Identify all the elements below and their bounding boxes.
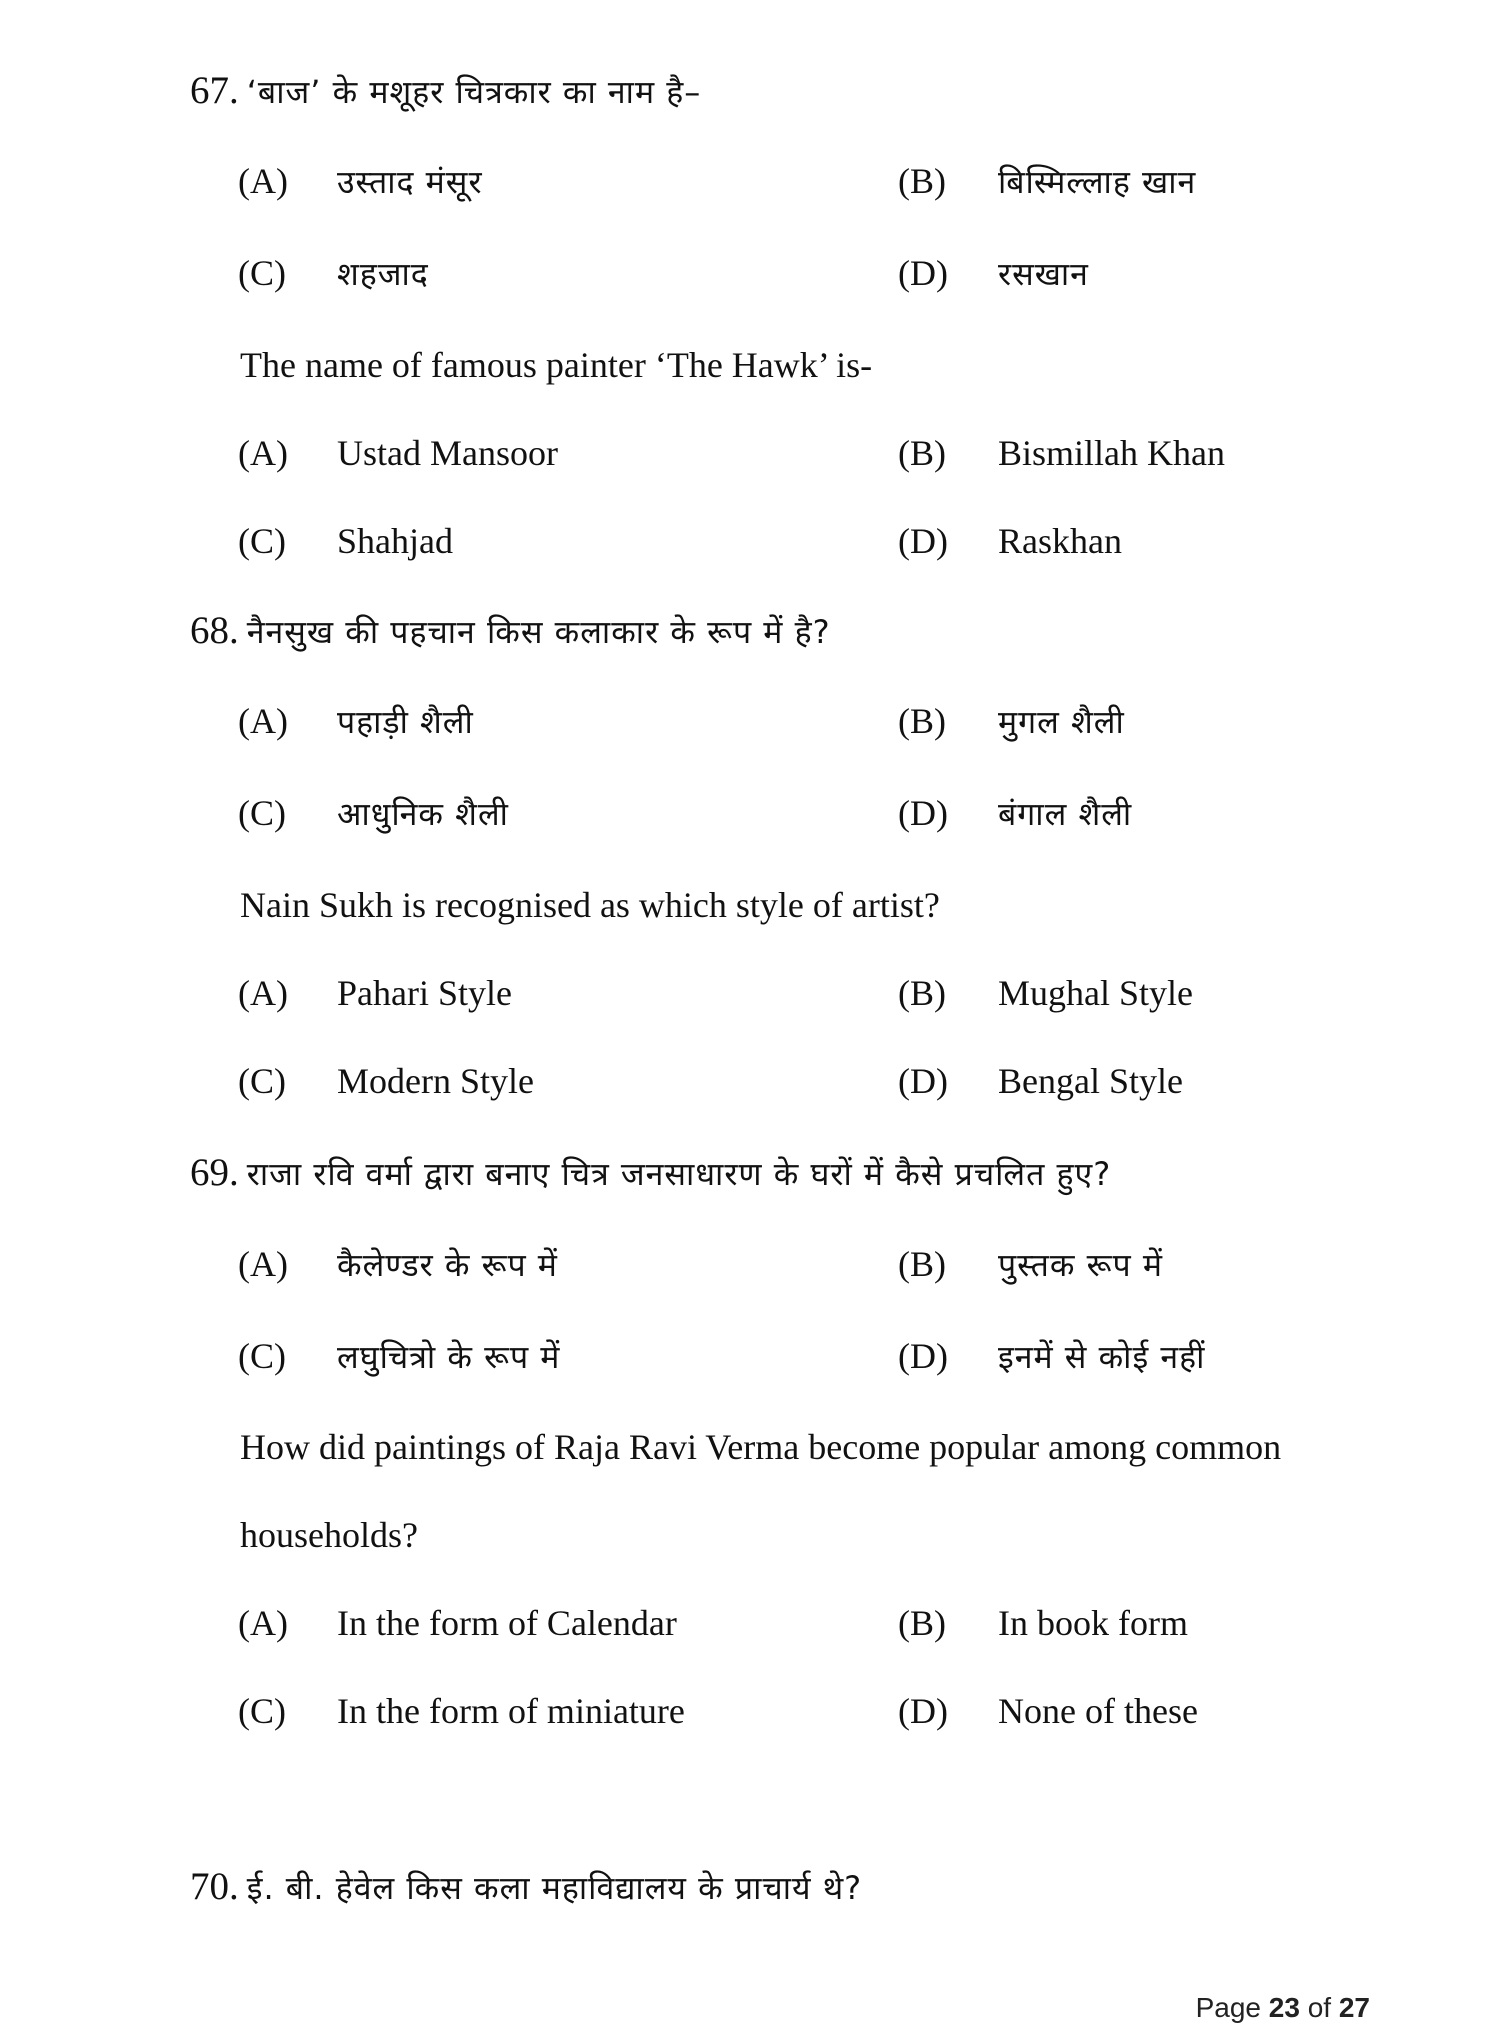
question-70-hindi (190, 1864, 862, 1909)
option-text: शहजाद (337, 255, 429, 293)
option-letter: (D) (898, 1336, 948, 1376)
option-letter: (B) (898, 161, 946, 201)
option-letter: (A) (238, 701, 288, 741)
option-text: लघुचित्रो के रूप में (337, 1338, 561, 1376)
option-letter: (D) (898, 253, 948, 293)
option-text: मुगल शैली (998, 703, 1125, 741)
option-letter: (B) (898, 433, 946, 473)
question-text: नैनसुख की पहचान किस कलाकार के रूप में है? (246, 613, 831, 651)
question-text: ई. बी. हेवेल किस कला महाविद्यालय के प्राचार्य थे? (246, 1869, 863, 1907)
page-of-label: of (1307, 1992, 1332, 2023)
option-text: Bengal Style (998, 1061, 1183, 1101)
option-letter: (A) (238, 973, 288, 1013)
option-letter: (A) (238, 433, 288, 473)
option-text: Modern Style (337, 1061, 534, 1101)
option-text: बंगाल शैली (998, 795, 1133, 833)
question-67-hindi (190, 68, 701, 113)
option-letter: (B) (898, 701, 946, 741)
option-letter: (B) (898, 973, 946, 1013)
option-letter: (C) (238, 1061, 286, 1101)
option-letter: (D) (898, 521, 948, 561)
option-text: In the form of miniature (337, 1691, 685, 1731)
question-68-english: Nain Sukh is recognised as which style of artist? (240, 885, 940, 925)
option-letter: (C) (238, 521, 286, 561)
page-total: 27 (1338, 1992, 1370, 2023)
question-text: ‘बाज’ के मशूहर चित्रकार का नाम है– (246, 73, 702, 111)
option-text: In the form of Calendar (337, 1603, 677, 1643)
option-text: उस्ताद मंसूर (337, 163, 483, 201)
question-69-english-line1: How did paintings of Raja Ravi Verma become popular among common (240, 1427, 1282, 1467)
question-number: 70. (190, 1865, 239, 1908)
option-text: आधुनिक शैली (337, 795, 509, 833)
question-68-hindi (190, 608, 831, 653)
option-text: Pahari Style (337, 973, 512, 1013)
option-letter: (C) (238, 253, 286, 293)
option-letter: (A) (238, 1244, 288, 1284)
option-text: पहाड़ी शैली (337, 703, 474, 741)
option-text: Bismillah Khan (998, 433, 1225, 473)
question-69-hindi (190, 1150, 1111, 1195)
option-text: Shahjad (337, 521, 453, 561)
option-letter: (D) (898, 1061, 948, 1101)
page-current: 23 (1268, 1992, 1300, 2023)
option-text: बिस्मिल्लाह खान (998, 163, 1197, 201)
option-letter: (C) (238, 1691, 286, 1731)
question-text: राजा रवि वर्मा द्वारा बनाए चित्र जनसाधारण के घरों में कैसे प्रचलित हुए? (246, 1155, 1112, 1193)
option-letter: (A) (238, 161, 288, 201)
question-69-english-line2: households? (240, 1515, 418, 1555)
option-text: कैलेण्डर के रूप में (337, 1246, 558, 1284)
option-letter: (A) (238, 1603, 288, 1643)
option-text: रसखान (998, 255, 1089, 293)
question-number: 69. (190, 1151, 239, 1194)
option-text: None of these (998, 1691, 1198, 1731)
question-number: 68. (190, 609, 239, 652)
page-label: Page (1195, 1992, 1261, 2023)
page-footer (1196, 1992, 1370, 2024)
option-letter: (D) (898, 1691, 948, 1731)
option-text: Mughal Style (998, 973, 1193, 1013)
question-number: 67. (190, 69, 239, 112)
option-letter: (C) (238, 793, 286, 833)
option-letter: (C) (238, 1336, 286, 1376)
option-text: In book form (998, 1603, 1188, 1643)
option-text: Raskhan (998, 521, 1122, 561)
option-letter: (B) (898, 1603, 946, 1643)
option-text: पुस्तक रूप में (998, 1246, 1163, 1284)
option-letter: (B) (898, 1244, 946, 1284)
option-letter: (D) (898, 793, 948, 833)
question-67-english: The name of famous painter ‘The Hawk’ is- (240, 345, 873, 385)
option-text: इनमें से कोई नहीं (998, 1338, 1206, 1376)
option-text: Ustad Mansoor (337, 433, 558, 473)
